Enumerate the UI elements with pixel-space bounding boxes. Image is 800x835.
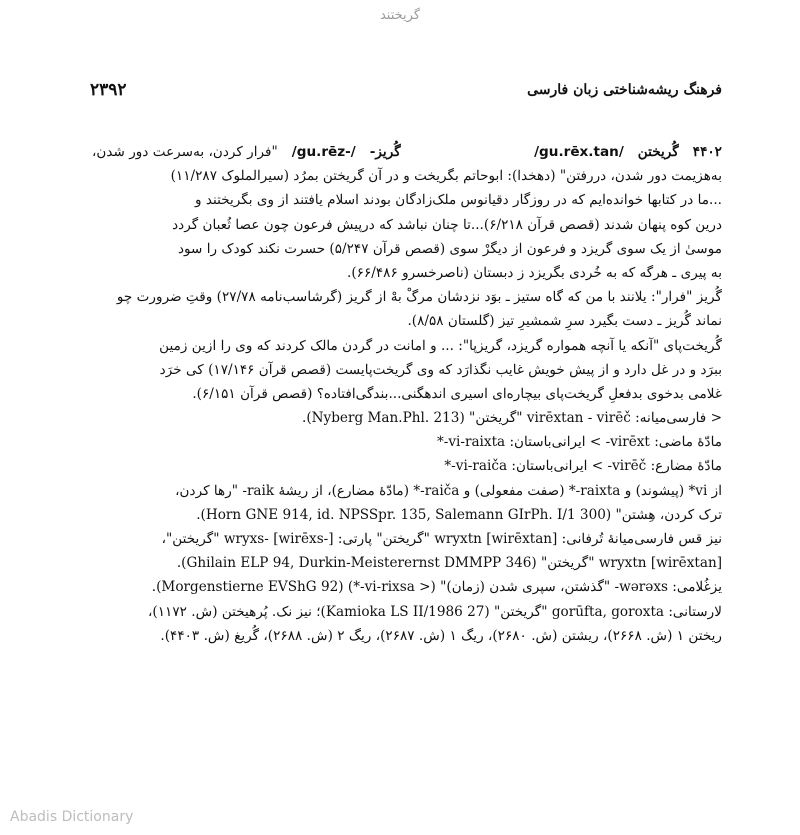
page-number: ۲۳۹۲ bbox=[90, 80, 127, 100]
entry-line: مادّهٔ ماضی: virēxt- > ایرانی‌باستان: vi-raixta-* bbox=[436, 434, 722, 451]
entry-line: از vi* (پیشوند) و raixta-* (صفت مفعولی) و raiča-* (مادّهٔ مضارع)، از ریشهٔ raik- "رها کردن، bbox=[175, 482, 722, 499]
entry-headword: گُریختن bbox=[637, 144, 679, 160]
watermark: Abadis Dictionary bbox=[10, 809, 134, 825]
dictionary-entry bbox=[92, 140, 722, 648]
entry-line: به پیری ـ هرگه که به خُردی بگریزد ز دبستان (ناصرخسرو ۶۶/۴۸۶). bbox=[347, 264, 722, 281]
entry-number: ۴۴۰۲ bbox=[692, 144, 722, 160]
entry-line: ترک کردن، هِشتن" (Horn GNE 914, id. NPSSpr. 135, Salemann GIrPh. I/1 300). bbox=[196, 506, 722, 523]
entry-line: به‌هزیمت دور شدن، دررفتن" (دهخدا): ابوحاتم بگریخت و در آن گریختن بمرُد (سیرالملوک ۱۱/۲۸۷) bbox=[170, 168, 722, 185]
entry-line: گُریخت‌پای "آنکه یا آنچه همواره گریزد، گریزپا": ... و امانت در گردن مالک کردند که وی را ازین زمین bbox=[159, 337, 722, 354]
entry-line: نماند گُریز ـ دست بگیرد سرِ شمشیرِ تیز (گلستان ۸/۵۸). bbox=[407, 313, 722, 330]
entry-heading-left bbox=[92, 140, 401, 164]
entry-line: ...ما در کتابها خوانده‌ایم که در روزگار دقیانوس ملک‌زادگان بودند اسلام یافتند از وی بگریختند و bbox=[195, 192, 722, 209]
entry-stem: گُریز- bbox=[369, 144, 401, 160]
entry-line: یزغُلامی: wərəxs- "گذشتن، سپری شدن (زمان)" (< vi-rixsa-*) (Morgenstierne EVShG 92). bbox=[151, 579, 722, 596]
entry-line: لارستانی: gorūfta, goroxta "گریختن" (Kamioka LS II/1986 27)؛ نیز نک. پُرهیختن (ش. ۱۱۷۲)، bbox=[148, 603, 722, 620]
page-header bbox=[90, 82, 722, 108]
entry-line: < فارسی‌میانه: virēxtan - virēč "گریختن" (Nyberg Man.Phl. 213). bbox=[302, 410, 722, 427]
entry-gloss: "فرار کردن، به‌سرعت دور شدن، bbox=[92, 144, 278, 160]
entry-line: ریختن ۱ (ش. ۲۶۶۸)، ریشتن (ش. ۲۶۸۰)، ریگ ۱ (ش. ۲۶۸۷)، ریگ ۲ (ش. ۲۶۸۸)، گُریغ (ش. ۴۴۰۳). bbox=[160, 627, 722, 644]
entry-line: wryxtn [wirēxtan] "گریختن" (Ghilain ELP 94, Durkin-Meisterernst DMMPP 346). bbox=[176, 555, 722, 572]
entry-heading bbox=[92, 140, 722, 164]
entry-heading-right bbox=[534, 140, 722, 164]
book-title: فرهنگ ریشه‌شناختی زبان فارسی bbox=[527, 82, 722, 98]
entry-line: موسیٰ از یک سوی گریزد و فرعون از دیگرْ سوی (قصص قرآن ۵/۲۴۷) حسرت نکند کودک را سود bbox=[177, 240, 722, 257]
page-title: گریختند bbox=[379, 8, 421, 23]
entry-line: مادّهٔ مضارع: virēč- > ایرانی‌باستان: vi-raiča-* bbox=[444, 458, 722, 475]
entry-transcription: /gu.rēx.tan/ bbox=[534, 144, 624, 160]
entry-line: ببرَد و در غل دارد و از پیش خویش غایب نگذارَد که وی گریخت‌پایست (قصص قرآن ۱۷/۱۴۶) کی خرَد bbox=[159, 361, 722, 378]
entry-line: درین کوه پنهان شدند (قصص قرآن ۶/۲۱۸)...تا چنان نباشد که درپیش فرعون چون عصا ثُعبان گردد bbox=[172, 216, 722, 233]
entry-line: نیز قس فارسی‌میانهٔ تُرفانی: wryxtn [wirēxtan] "گریختن" پارتی: wryxs- [wirēxs-] "گریختن"، bbox=[161, 531, 722, 547]
entry-line: گُریز "فرار": یلانند با من که گاه ستیز ـ بوَد نزدشان مرگْ بهْ از گریز (گرشاسب‌نامه ۲۷/۷۸) وقتِ ضرورت چو bbox=[116, 289, 722, 306]
entry-line: غلامی بدخوی بدفعلِ گریخت‌پای بیچاره‌ای اسیری اندهگنی...بندگی‌افتاده؟ (قصص قرآن ۶/۱۵۱). bbox=[192, 385, 722, 402]
entry-stem-transcription: /gu.rēz-/ bbox=[291, 144, 356, 160]
